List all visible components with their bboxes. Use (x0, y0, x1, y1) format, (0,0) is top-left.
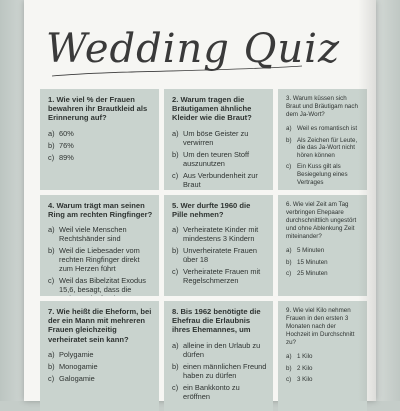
answer-letter: a) (172, 225, 179, 235)
answer-option (48, 276, 153, 296)
answer-list (286, 125, 361, 186)
answer-text: Unverheiratete Frauen über 18 (183, 246, 257, 265)
answer-option (48, 246, 153, 273)
answer-text: 25 Minuten (297, 270, 328, 278)
answer-option (286, 125, 361, 133)
answer-option (172, 171, 267, 189)
question-grid (40, 89, 366, 401)
answer-option (172, 341, 267, 359)
answer-letter: a) (286, 247, 292, 254)
question-text: 7. Wie heißt die Eheform, bei der ein Mann mit mehreren Frauen gleichzeitig verheiratet sein kann? (48, 307, 152, 344)
magazine-page (24, 0, 376, 401)
answer-text: 89% (59, 152, 74, 162)
quiz-title-svg (42, 14, 342, 86)
answer-text: 15 Minuten (297, 258, 328, 266)
answer-option (172, 267, 267, 285)
question-card-8 (164, 301, 273, 411)
question-text: 8. Bis 1962 benötigte die Ehefrau die Erlaubnis ihres Ehemannes, um (172, 307, 261, 335)
answer-text: Galogamie (59, 373, 95, 383)
answer-letter: a) (172, 128, 179, 138)
answer-option (172, 129, 267, 147)
answer-text: 1 Kilo (297, 353, 313, 360)
answer-text: Um böse Geister zu verwirren (183, 128, 249, 147)
answer-letter: a) (286, 353, 292, 360)
answer-list (48, 350, 153, 383)
answer-option (286, 163, 361, 186)
answer-option (48, 141, 153, 150)
answer-text: Weil die Liebesader vom rechten Ringfinger direkt zum Herzen führt (59, 246, 140, 274)
answer-text: einen männlichen Freund haben zu dürfen (183, 361, 267, 380)
question-card-3 (278, 89, 367, 190)
question-text: 6. Wie viel Zeit am Tag verbringen Ehepaare durchschnittlich ungestört und ohne Ablenkung Zeit miteinander? (286, 201, 357, 240)
answer-letter: b) (172, 149, 179, 159)
answer-letter: c) (286, 376, 292, 384)
answer-text: Aus Verbundenheit zur Braut (183, 170, 258, 189)
answer-text: alleine in den Urlaub zu dürfen (183, 340, 261, 359)
answer-letter: c) (48, 152, 55, 162)
answer-option (48, 129, 153, 138)
answer-letter: c) (172, 170, 179, 180)
question-text: 5. Wer durfte 1960 die Pille nehmen? (172, 201, 251, 220)
answer-option (172, 383, 267, 401)
answer-letter: a) (48, 225, 55, 235)
question-card-7 (40, 301, 159, 411)
question-text: 1. Wie viel % der Frauen bewahren ihr Brautkleid als Erinnerung auf? (48, 95, 148, 123)
question-text: 3. Warum küssen sich Braut und Bräutigam nach dem Ja-Wort? (286, 95, 358, 118)
answer-text: 3 Kilo (297, 376, 313, 384)
answer-option (286, 353, 361, 361)
answer-letter: c) (48, 373, 55, 383)
answer-list (48, 225, 153, 296)
answer-letter: a) (172, 340, 179, 350)
question-text: 4. Warum trägt man seinen Ring am rechten Ringfinger? (48, 201, 153, 220)
answer-letter: b) (48, 361, 55, 371)
answer-letter: a) (286, 125, 292, 132)
answer-option (48, 153, 153, 162)
answer-letter: b) (286, 364, 292, 372)
question-card-5 (164, 195, 273, 296)
question-card-2 (164, 89, 273, 190)
answer-option (286, 365, 361, 373)
answer-letter: b) (286, 258, 292, 266)
answer-option (48, 225, 153, 243)
answer-text: Polygamie (59, 349, 94, 359)
answer-text: 2 Kilo (297, 364, 313, 372)
answer-list (172, 225, 267, 285)
answer-letter: b) (48, 246, 55, 256)
answer-text: Weil das Bibelzitat Exodus 15,6, besagt, dass die (59, 276, 146, 295)
answer-text: ein Bankkonto zu eröffnen (183, 382, 240, 401)
answer-option (286, 259, 361, 267)
answer-option (172, 225, 267, 243)
answer-option (286, 270, 361, 278)
answer-option (48, 362, 153, 371)
quiz-title (42, 14, 342, 86)
answer-text: Weil es romantisch ist (297, 125, 358, 132)
answer-text: Verheiratete Kinder mit mindestens 3 Kindern (183, 225, 259, 244)
answer-text: 5 Minuten (297, 247, 325, 254)
answer-letter: b) (172, 246, 179, 256)
question-card-9 (278, 301, 367, 411)
question-card-4 (40, 195, 159, 296)
question-card-1 (40, 89, 159, 190)
answer-letter: c) (286, 163, 292, 171)
answer-letter: c) (172, 382, 179, 392)
answer-option (286, 137, 361, 160)
answer-list (172, 129, 267, 189)
answer-text: Monogamie (59, 361, 98, 371)
answer-letter: a) (48, 128, 55, 138)
answer-letter: c) (286, 270, 292, 278)
answer-letter: b) (172, 361, 179, 371)
answer-letter: b) (286, 136, 292, 144)
answer-text: 60% (59, 128, 74, 138)
answer-option (172, 362, 267, 380)
answer-letter: c) (172, 267, 179, 277)
answer-text: 76% (59, 140, 74, 150)
answer-option (48, 350, 153, 359)
answer-text: Als Zeichen für Leute, die das Ja-Wort nicht hören können (297, 136, 358, 159)
answer-option (172, 246, 267, 264)
question-text: 9. Wie viel Kilo nehmen Frauen in den ersten 3 Monaten nach der Hochzeit im Durchschnitt zu? (286, 307, 355, 346)
answer-list (48, 129, 153, 162)
answer-text: Weil viele Menschen Rechtshänder sind (59, 225, 127, 244)
answer-letter: b) (48, 140, 55, 150)
answer-option (48, 374, 153, 383)
answer-text: Verheiratete Frauen mit Regelschmerzen (183, 267, 261, 286)
answer-text: Ein Kuss gilt als Besiegelung eines Vertrages (297, 163, 348, 186)
answer-option (286, 376, 361, 384)
answer-list (286, 247, 361, 278)
quiz-title-text: Wedding Quiz (46, 26, 341, 72)
answer-option (286, 247, 361, 255)
answer-list (286, 353, 361, 384)
answer-list (172, 341, 267, 401)
question-card-6 (278, 195, 367, 296)
answer-option (172, 150, 267, 168)
answer-letter: c) (48, 276, 55, 286)
answer-text: Um den teuren Stoff auszunutzen (183, 149, 250, 168)
answer-letter: a) (48, 349, 55, 359)
question-text: 2. Warum tragen die Bräutigamen ähnliche Kleider wie die Braut? (172, 95, 252, 123)
